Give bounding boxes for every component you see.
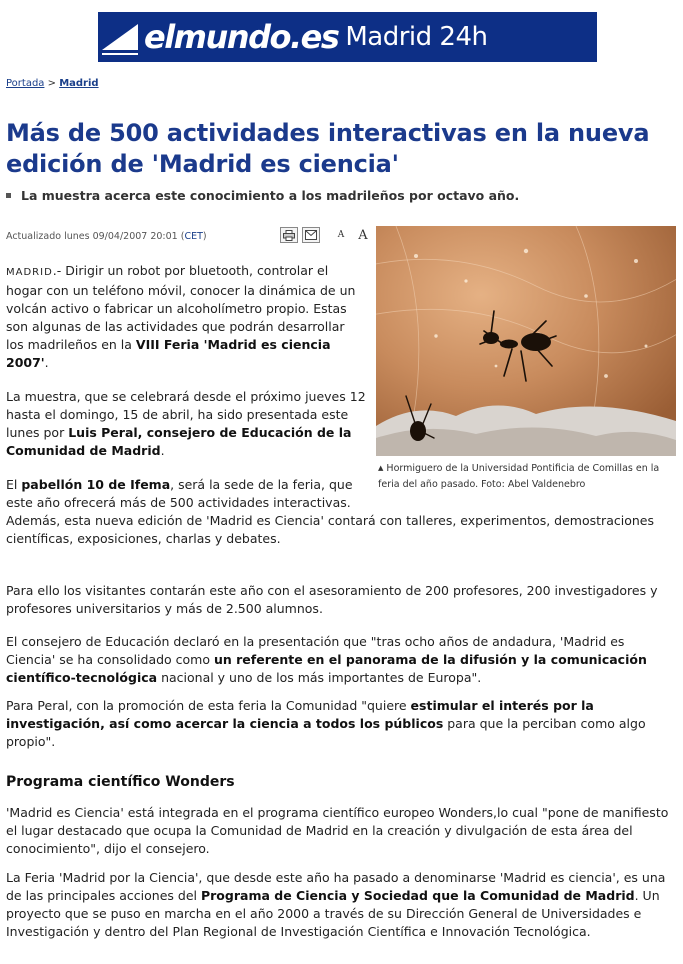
bullet-icon (6, 193, 11, 198)
article-photo (376, 226, 676, 456)
paragraph-text: . (160, 443, 165, 458)
paragraph (6, 697, 670, 751)
paragraph-text: La Feria 'Madrid por la Ciencia', que desde este año ha pasado a denominarse 'Madrid es ciencia', es una de las principales acciones del (6, 870, 666, 903)
envelope-icon (305, 230, 317, 240)
font-smaller-icon: A (337, 230, 345, 240)
paragraph (6, 388, 366, 460)
paragraph-bold-text: Luis Peral, consejero de Educación de la Comunidad de Madrid (6, 425, 352, 458)
font-larger-button[interactable] (354, 227, 372, 243)
photo-caption-spacer (365, 476, 670, 512)
paragraph-text: Para Peral, con la promoción de esta feria la Comunidad "quiere (6, 698, 411, 713)
breadcrumb (6, 78, 99, 89)
print-button[interactable] (280, 227, 298, 243)
paragraph-text: El (6, 477, 22, 492)
paragraph-text: . Un proyecto que se puso en marcha en el año 2000 a través de su Dirección General de Universidades e Investigación y dentro del Plan Regional de Investigación Científica e Innovación Tecnológica. (6, 888, 660, 939)
paragraph-text: , será la sede de la feria, que este año ofrecerá más de 500 actividades interactivas. Además, esta nueva edición de 'Madrid es Ciencia' contará con talleres, experimentos, demostraciones científicas, exposiciones, charlas y debates. (6, 477, 654, 546)
paragraph-bold-text: pabellón 10 de Ifema (21, 477, 171, 492)
paragraph-bold-text: VIII Feria 'Madrid es ciencia 2007' (6, 337, 331, 370)
elmundo-logo-icon (98, 12, 142, 62)
paragraph-text: .- Dirigir un robot por bluetooth, controlar el hogar con un teléfono móvil, conocer la dinámica de un volcán activo o fabricar un alcoholímetro propio. Estas son algunas de las actividades que podrán desarrollar los madrileños en la (6, 263, 356, 352)
paragraph-bold-text: estimular el interés por la investigación, así como acercar la ciencia a todos los públicos (6, 698, 594, 731)
dateline-text: Actualizado lunes 09/04/2007 20:01 ( (6, 231, 185, 242)
paragraph-text: Para ello los visitantes contarán este año con el asesoramiento de 200 profesores, 200 investigadores y profesores universitarios y más de 2.500 alumnos. (6, 583, 658, 616)
font-larger-icon: A (358, 227, 368, 243)
paragraph-bold-text: un referente en el panorama de la difusión y la comunicación científico-tecnológica (6, 652, 647, 685)
breadcrumb-separator: > (47, 78, 57, 89)
paragraph-text: El consejero de Educación declaró en la presentación que "tras ocho años de andadura, 'Madrid es Ciencia' se ha consolidado como (6, 634, 625, 667)
timezone-link[interactable]: CET (184, 231, 203, 242)
paragraph-text: 'Madrid es Ciencia' está integrada en el programa científico europeo Wonders,lo cual "pone de manifiesto el lugar destacado que ocupa la Comunidad de Madrid en la creación y divulgación de esta área del conocimiento", dijo el consejero. (6, 805, 669, 856)
paragraph-text: La muestra, que se celebrará desde el próximo jueves 12 hasta el domingo, 15 de abril, ha sido presentada este lunes por (6, 389, 366, 440)
paragraph-bold-text: Programa de Ciencia y Sociedad que la Comunidad de Madrid (200, 888, 635, 903)
article-dateline (6, 231, 207, 242)
ant-photo-illustration (376, 226, 676, 456)
paragraph (6, 582, 670, 618)
article-tools (280, 227, 372, 243)
paragraph-text: nacional y uno de los más importantes de Europa". (157, 670, 482, 685)
paragraph (6, 804, 670, 858)
paragraph-text: para que la perciban como algo propio". (6, 716, 646, 749)
breadcrumb-home-link[interactable]: Portada (6, 78, 45, 89)
paragraph (6, 633, 670, 687)
subheadline-text: La muestra acerca este conocimiento a los madrileños por octavo año. (21, 188, 520, 203)
site-masthead[interactable] (98, 12, 597, 62)
site-section-name: Madrid 24h (345, 22, 488, 52)
paragraph (6, 476, 670, 548)
paragraph (6, 262, 366, 372)
site-brand: elmundo.es (144, 18, 339, 56)
article-headline: Más de 500 actividades interactivas en la nueva edición de 'Madrid es ciencia' (6, 119, 650, 178)
city-label: MADRID (6, 267, 53, 278)
article-subheadline (6, 188, 666, 203)
font-smaller-button[interactable] (332, 227, 350, 243)
caret-up-icon: ▲ (378, 464, 384, 472)
paragraph-text: . (44, 355, 49, 370)
section-heading: Programa científico Wonders (6, 774, 235, 790)
paragraph (6, 869, 670, 941)
send-button[interactable] (302, 227, 320, 243)
breadcrumb-madrid-link[interactable]: Madrid (59, 78, 99, 89)
printer-icon (283, 230, 295, 241)
photo-caption-text: Hormiguero de la Universidad Pontificia de Comillas en la feria del año pasado. Foto: Abel Valdenebro (378, 463, 660, 490)
dateline-suffix: ) (202, 231, 207, 242)
